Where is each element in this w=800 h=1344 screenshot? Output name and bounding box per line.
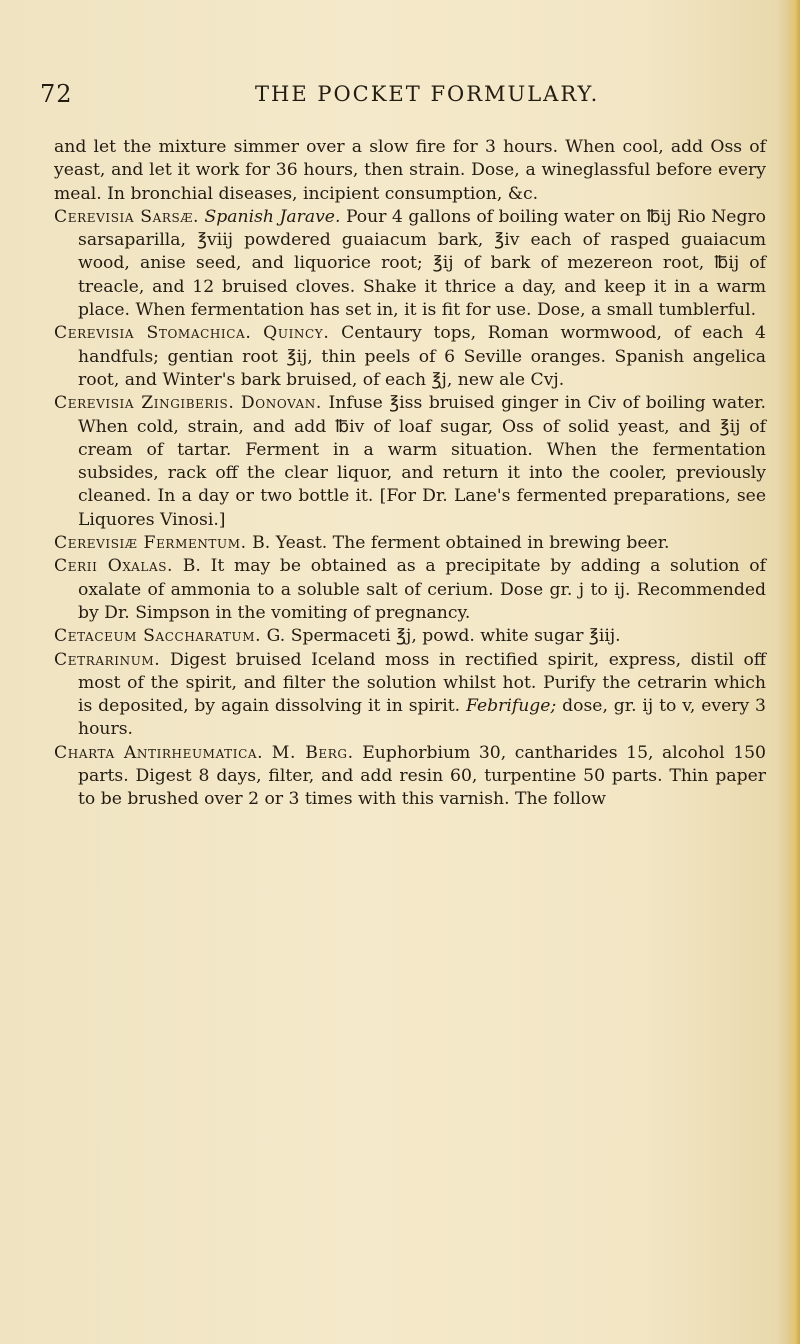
paragraph-text: and let the mixture simmer over a slow fire for 3 hours. When cool, add Oss of yeast, and let it work for 36 hours, then strain. Dose, a wineglassful before every meal. In bronchial diseases, incipient consumption, &c. (54, 137, 766, 204)
entry-text: Yeast. The ferment obtained in brewing beer. (275, 533, 670, 554)
entry-subtitle: Spanish Jarave. (204, 206, 341, 227)
entry-tail: dose, gr. ij to v, every 3 hours. (78, 696, 766, 740)
entry-term: Cerevisiæ Fermentum. (54, 533, 247, 554)
entry-cerevisia-stomachica (54, 322, 766, 392)
entry-emphasis: Febrifuge; (465, 696, 557, 717)
entry-term: Charta Antirheumatica. (54, 742, 264, 763)
entry-term: Cetaceum Saccharatum. (54, 626, 262, 647)
page-body (54, 136, 766, 812)
entry-source: B. (182, 556, 201, 577)
entry-cetaceum-saccharatum (54, 625, 766, 648)
entry-text: Spermaceti ℥j, powd. white sugar ℥iij. (290, 626, 621, 647)
entry-cetrarinum (54, 649, 766, 742)
page-number: 72 (40, 80, 73, 108)
entry-source: Quincy. (263, 323, 330, 344)
entry-cerii-oxalas (54, 555, 766, 625)
entry-cerevisiae-fermentum (54, 532, 766, 555)
entry-text: Infuse ℥iss bruised ginger in Civ of boiling water. When cold, strain, and add ℔iv of loaf sugar, Oss of solid yeast, and ℥ij of cream of tartar. Ferment in a warm situation. When the fermentation subsides, rack off the clear liquor, and return it into the cooler, previously cleaned. In a day or two bottle it. [For Dr. Lane's fermented preparations, see Liquores Vinosi.] (78, 393, 766, 530)
entry-source: G. (266, 626, 286, 647)
entry-charta-antirheumatica (54, 742, 766, 812)
entry-term: Cerii Oxalas. (54, 556, 174, 577)
entry-term: Cerevisia Sarsæ. (54, 206, 200, 227)
paragraph-continuation (54, 136, 766, 206)
page-header (0, 80, 800, 110)
entry-term: Cetrarinum. (54, 649, 161, 670)
entry-cerevisia-zingiberis (54, 392, 766, 532)
page-edge (788, 0, 800, 1344)
entry-text: It may be obtained as a precipitate by adding a solution of oxalate of ammonia to a soluble salt of cerium. Dose gr. j to ij. Recommended by Dr. Simpson in the vomiting of pregnancy. (78, 556, 766, 623)
entry-text: Digest bruised Iceland moss in rectified spirit, express, distil off most of the spirit, and filter the solution whilst hot. Purify the cetrarin which is deposited, by again dissolving it in spirit. (78, 649, 767, 717)
entry-source: B. (252, 533, 271, 554)
entry-source: Donovan. (240, 393, 322, 414)
entry-term: Cerevisia Stomachica. (54, 323, 252, 344)
entry-text: Pour 4 gallons of boiling water on ℔ij Rio Negro sarsaparilla, ℥viij powdered guaiacum bark, ℥iv each of rasped guaiacum wood, anise seed, and liquorice root; ℥ij of bark of mezereon root, ℔ij of treacle, and 12 bruised cloves. Shake it thrice a day, and keep it in a warm place. When fermentation has set in, it is fit for use. Dose, a small tumblerful. (78, 206, 767, 321)
entry-text: Centaury tops, Roman wormwood, of each 4 handfuls; gentian root ℥ij, thin peels of 6 Seville oranges. Spanish angelica root, and Winter's bark bruised, of each ℥j, new ale Cvj. (78, 323, 766, 390)
entry-source: M. Berg. (271, 742, 354, 763)
entry-term: Cerevisia Zingiberis. (54, 393, 235, 414)
entry-cerevisia-sarsae (54, 206, 766, 322)
running-head: THE POCKET FORMULARY. (255, 82, 600, 106)
entry-text: Euphorbium 30, cantharides 15, alcohol 150 parts. Digest 8 days, filter, and add resin 60, turpentine 50 parts. Thin paper to be brushed over 2 or 3 times with this varnish. The follow (78, 742, 766, 810)
